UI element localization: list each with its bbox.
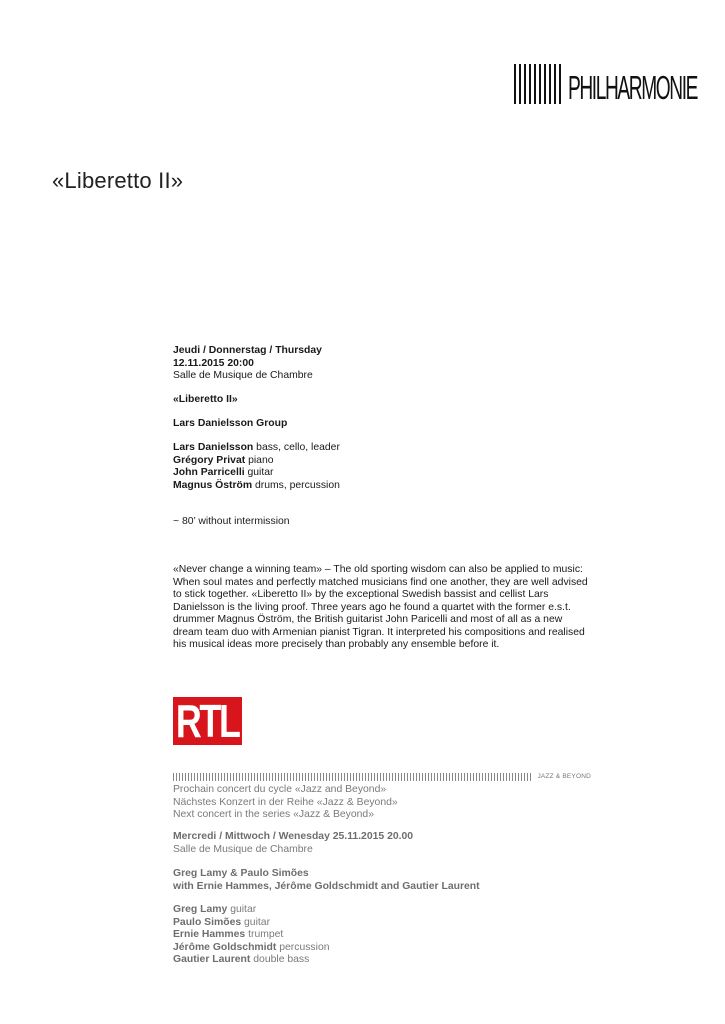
next-musician-line bbox=[173, 942, 330, 955]
group-name: Lars Danielsson Group bbox=[173, 418, 288, 429]
musician-name: Lars Danielsson bbox=[173, 442, 254, 453]
next-musician-name: Ernie Hammes bbox=[173, 929, 246, 940]
musician-name: Grégory Privat bbox=[173, 454, 246, 466]
duration: ~ 80’ without intermission bbox=[173, 516, 290, 527]
next-concert-intro bbox=[173, 784, 398, 822]
next-headline-1: Greg Lamy & Paulo Simões bbox=[173, 868, 309, 879]
next-musician-role: guitar bbox=[230, 904, 257, 915]
next-concert-headline bbox=[173, 868, 480, 893]
next-concert-date-block bbox=[173, 831, 413, 856]
musician-role: drums, percussion bbox=[254, 479, 340, 491]
next-headline-2: with Ernie Hammes, Jérôme Goldschmidt and Gautier Laurent bbox=[173, 880, 480, 892]
next-musician-list bbox=[173, 904, 330, 967]
concert-description: «Never change a winning team» – The old sporting wisdom can also be applied to music: When soul mates and perfectly matched musicians find one another, they are well advised to stick together. «Liberetto II» by the exceptional Swedish bassist and cellist Lars Danielsson is the living proof. Three years ago he found a quartet with the former e.s.t. drummer Magnus Öström, the British guitarist John Paricelli and most of all as a new dream team duo with Armenian pianist Tigran. It interpreted his compositions and realised his musical ideas more precisely than probably any ensemble before it. bbox=[173, 564, 588, 650]
concert-date-block bbox=[173, 345, 322, 383]
next-musician-name: Greg Lamy bbox=[173, 904, 228, 915]
next-musician-name: Paulo Simões bbox=[173, 916, 242, 928]
program-title: «Liberetto II» bbox=[173, 394, 238, 405]
musician-role: bass, cello, leader bbox=[256, 442, 340, 453]
musician-line bbox=[173, 442, 340, 455]
musician-list bbox=[173, 442, 340, 492]
next-concert-venue: Salle de Musique de Chambre bbox=[173, 843, 313, 855]
musician-line bbox=[173, 467, 340, 480]
next-musician-line bbox=[173, 954, 330, 967]
concert-venue: Salle de Musique de Chambre bbox=[173, 370, 313, 381]
logo-bars bbox=[514, 64, 564, 104]
concert-datetime: 12.11.2015 20:00 bbox=[173, 357, 254, 369]
next-musician-role: double bass bbox=[253, 954, 310, 965]
next-musician-line bbox=[173, 904, 330, 917]
concert-days: Jeudi / Donnerstag / Thursday bbox=[173, 345, 322, 356]
series-tag: JAZZ & BEYOND bbox=[537, 773, 591, 780]
next-musician-name: Gautier Laurent bbox=[173, 954, 251, 965]
philharmonie-logo bbox=[514, 64, 706, 104]
next-musician-name: Jérôme Goldschmidt bbox=[173, 941, 277, 953]
next-concert-datetime: Mercredi / Mittwoch / Wenesday 25.11.2015 20.00 bbox=[173, 831, 414, 842]
series-bar bbox=[173, 772, 591, 781]
rtl-logo-text: RTL bbox=[176, 695, 239, 747]
next-intro-fr: Prochain concert du cycle «Jazz and Beyond» bbox=[173, 784, 387, 795]
musician-line bbox=[173, 455, 340, 468]
next-musician-role: percussion bbox=[279, 941, 330, 953]
musician-role: guitar bbox=[247, 467, 274, 478]
logo-text: PHILHARMONIE bbox=[568, 69, 697, 106]
next-musician-line bbox=[173, 917, 330, 930]
musician-name: John Parricelli bbox=[173, 467, 245, 478]
next-musician-role: trumpet bbox=[248, 929, 284, 940]
series-ticks bbox=[173, 773, 532, 781]
next-musician-line bbox=[173, 929, 330, 942]
musician-name: Magnus Öström bbox=[173, 479, 253, 491]
musician-line bbox=[173, 480, 340, 493]
musician-role: piano bbox=[248, 454, 274, 466]
next-intro-en: Next concert in the series «Jazz & Beyond» bbox=[173, 809, 374, 820]
next-musician-role: guitar bbox=[244, 916, 271, 928]
rtl-logo bbox=[173, 697, 242, 745]
next-intro-de: Nächstes Konzert in der Reihe «Jazz & Beyond» bbox=[173, 796, 398, 808]
page-title: «Liberetto II» bbox=[52, 168, 184, 193]
